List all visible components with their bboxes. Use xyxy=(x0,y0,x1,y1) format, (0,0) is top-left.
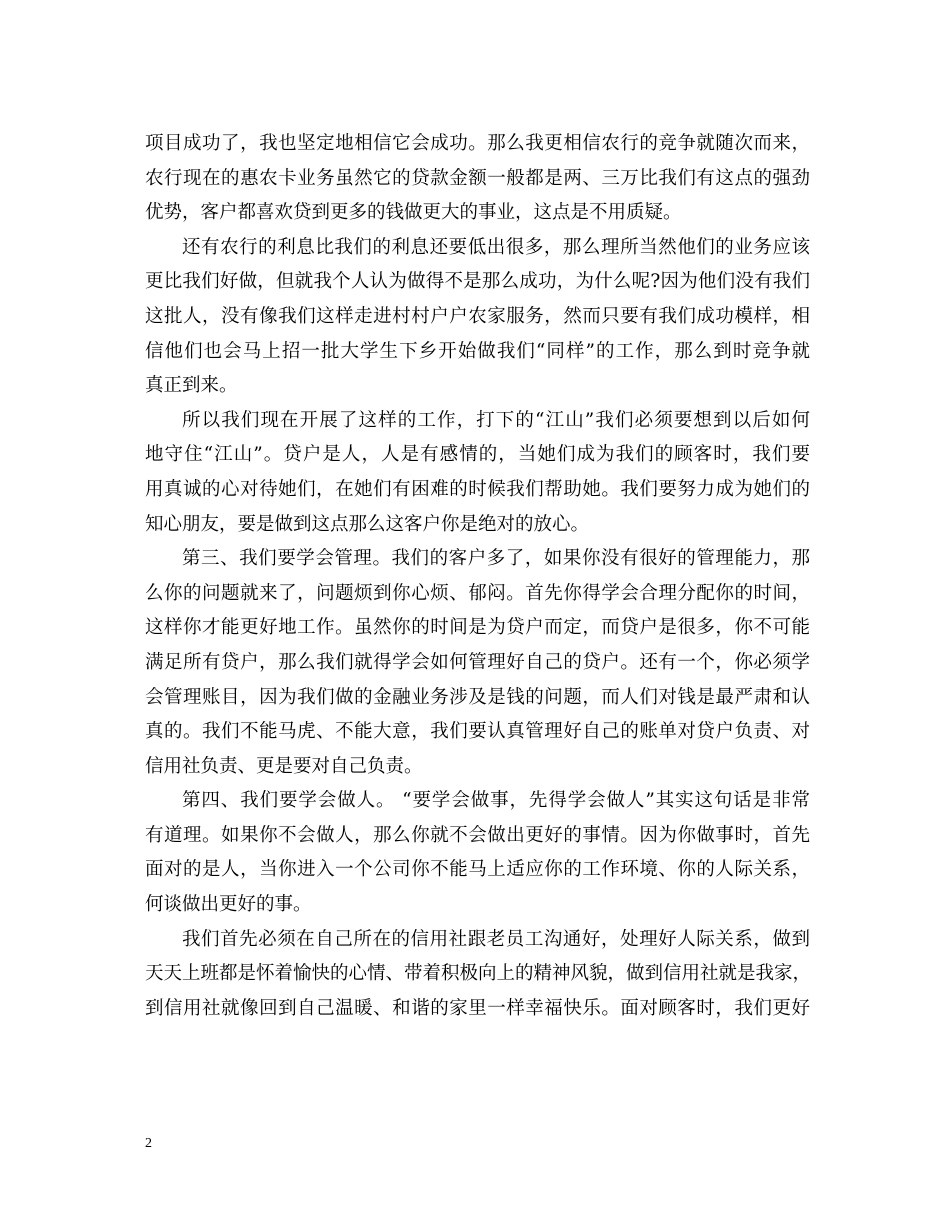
text-line: 信用社负责、更是要对自己负责。 xyxy=(145,755,423,777)
text-line: 会管理账目，因为我们做的金融业务涉及是钱的问题，而人们对钱是最严肃和认 xyxy=(145,686,810,708)
document-body xyxy=(145,127,810,1026)
text-line: 何谈做出更好的事。 xyxy=(145,894,312,916)
text-line: 真正到来。 xyxy=(145,375,238,397)
text-line: 天天上班都是怀着愉快的心情、带着积极向上的精神风貌，做到信用社就是我家， xyxy=(145,963,812,985)
text-line: 面对的是人，当你进入一个公司你不能马上适应你的工作环境、你的人际关系， xyxy=(145,859,810,881)
page-number: 2 xyxy=(145,1136,152,1151)
text-line: 信他们也会马上招一批大学生下乡开始做我们“同样”的工作，那么到时竞争就 xyxy=(145,340,810,362)
text-line: 优势，客户都喜欢贷到更多的钱做更大的事业，这点是不用质疑。 xyxy=(145,202,682,224)
text-line: 我们首先必须在自己所在的信用社跟老员工沟通好，处理好人际关系，做到 xyxy=(182,928,810,950)
text-line: 这批人，没有像我们这样走进村村户户农家服务，然而只要有我们成功模样，相 xyxy=(145,305,810,327)
text-line: 满足所有贷户，那么我们就得学会如何管理好自己的贷户。还有一个，你必须学 xyxy=(145,651,810,673)
paragraph xyxy=(145,923,810,1027)
text-line: 农行现在的惠农卡业务虽然它的贷款金额一般都是两、三万比我们有这点的强劲 xyxy=(145,167,810,189)
text-line: 所以我们现在开展了这样的工作，打下的“江山”我们必须要想到以后如何 xyxy=(182,409,810,431)
text-line: 用真诚的心对待她们，在她们有困难的时候我们帮助她。我们要努力成为她们的 xyxy=(145,478,810,500)
paragraph xyxy=(145,127,810,231)
text-line: 么你的问题就来了，问题烦到你心烦、郁闷。首先你得学会合理分配你的时间， xyxy=(145,582,810,604)
paragraph xyxy=(145,542,810,784)
text-line: 有道理。如果你不会做人，那么你就不会做出更好的事情。因为你做事时，首先 xyxy=(145,824,810,846)
text-line: 知心朋友，要是做到这点那么这客户你是绝对的放心。 xyxy=(145,513,590,535)
text-line: 还有农行的利息比我们的利息还要低出很多，那么理所当然他们的业务应该 xyxy=(182,236,810,258)
text-line: 这样你才能更好地工作。虽然你的时间是为贷户而定，而贷户是很多，你不可能 xyxy=(145,617,810,639)
text-line: 地守住“江山”。贷户是人，人是有感情的，当她们成为我们的顾客时，我们要 xyxy=(145,444,810,466)
paragraph xyxy=(145,231,810,404)
paragraph xyxy=(145,404,810,542)
text-line: 项目成功了，我也坚定地相信它会成功。那么我更相信农行的竞争就随次而来， xyxy=(145,133,810,154)
text-line: 更比我们好做，但就我个人认为做得不是那么成功，为什么呢?因为他们没有我们 xyxy=(145,271,810,293)
text-line: 第四、我们要学会做人。 “要学会做事，先得学会做人”其实这句话是非常 xyxy=(182,790,810,812)
text-line: 真的。我们不能马虎、不能大意，我们要认真管理好自己的账单对贷户负责、对 xyxy=(145,721,810,743)
text-line: 到信用社就像回到自己温暖、和谐的家里一样幸福快乐。面对顾客时，我们更好 xyxy=(145,997,810,1019)
paragraph xyxy=(145,784,810,922)
text-line: 第三、我们要学会管理。我们的客户多了，如果你没有很好的管理能力，那 xyxy=(182,548,810,570)
